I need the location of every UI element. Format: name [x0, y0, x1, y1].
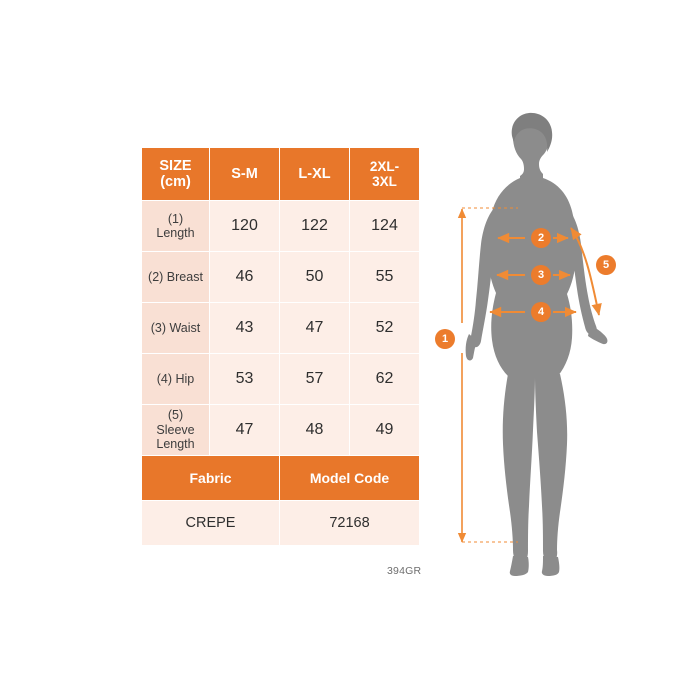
- row-label-waist: (3) Waist: [142, 303, 210, 354]
- table-row: [142, 252, 420, 303]
- row-label-sleeve-line2: Sleeve: [156, 422, 195, 437]
- product-code-note: 394GR: [387, 565, 422, 577]
- cell-length-sm: 120: [210, 201, 280, 252]
- row-label-length-line2: Length: [156, 226, 195, 240]
- row-label-sleeve-line3: Length: [156, 437, 195, 452]
- body-figure-diagram: [440, 110, 680, 580]
- cell-waist-sm: 43: [210, 303, 280, 354]
- header-col-lxl: L-XL: [280, 148, 350, 201]
- cell-hip-sm: 53: [210, 354, 280, 405]
- header-model-code: Model Code: [280, 456, 420, 501]
- table-row: [142, 201, 420, 252]
- row-label-length: [142, 201, 210, 252]
- table-header-row: [142, 148, 420, 201]
- row-label-hip: (4) Hip: [142, 354, 210, 405]
- cell-sleeve-2xl3xl: 49: [350, 405, 420, 456]
- row-label-sleeve-length: [142, 405, 210, 456]
- row-label-length-line1: (1): [167, 211, 184, 226]
- badge-length: 1: [435, 329, 455, 349]
- header-fabric: Fabric: [142, 456, 280, 501]
- header-size-unit: [142, 148, 210, 201]
- cell-sleeve-lxl: 48: [280, 405, 350, 456]
- row-label-breast: (2) Breast: [142, 252, 210, 303]
- cell-length-lxl: 122: [280, 201, 350, 252]
- cell-breast-lxl: 50: [280, 252, 350, 303]
- badge-hip: 4: [531, 302, 551, 322]
- header-col-sm: S-M: [210, 148, 280, 201]
- table-footer-value-row: [142, 501, 420, 546]
- table-row: [142, 303, 420, 354]
- cell-waist-2xl3xl: 52: [350, 303, 420, 354]
- table-footer-header-row: [142, 456, 420, 501]
- cell-hip-lxl: 57: [280, 354, 350, 405]
- row-label-sleeve-line1: (5): [167, 408, 184, 423]
- cell-model-code-value: 72168: [280, 501, 420, 546]
- badge-breast: 2: [531, 228, 551, 248]
- cell-fabric-value: CREPE: [142, 501, 280, 546]
- badge-sleeve: 5: [596, 255, 616, 275]
- header-size-line1: SIZE: [159, 157, 192, 174]
- cell-length-2xl3xl: 124: [350, 201, 420, 252]
- cell-sleeve-sm: 47: [210, 405, 280, 456]
- cell-waist-lxl: 47: [280, 303, 350, 354]
- table-row: [142, 354, 420, 405]
- badge-waist: 3: [531, 265, 551, 285]
- cell-breast-2xl3xl: 55: [350, 252, 420, 303]
- cell-hip-2xl3xl: 62: [350, 354, 420, 405]
- size-chart-table: [141, 147, 420, 546]
- cell-breast-sm: 46: [210, 252, 280, 303]
- header-col-2xl3xl: [350, 148, 420, 201]
- female-body-silhouette: [466, 113, 608, 576]
- table-row: [142, 405, 420, 456]
- header-col3-line2: 3XL: [372, 174, 397, 189]
- header-col3-line1: 2XL-: [369, 158, 400, 174]
- header-size-line2: (cm): [160, 174, 191, 190]
